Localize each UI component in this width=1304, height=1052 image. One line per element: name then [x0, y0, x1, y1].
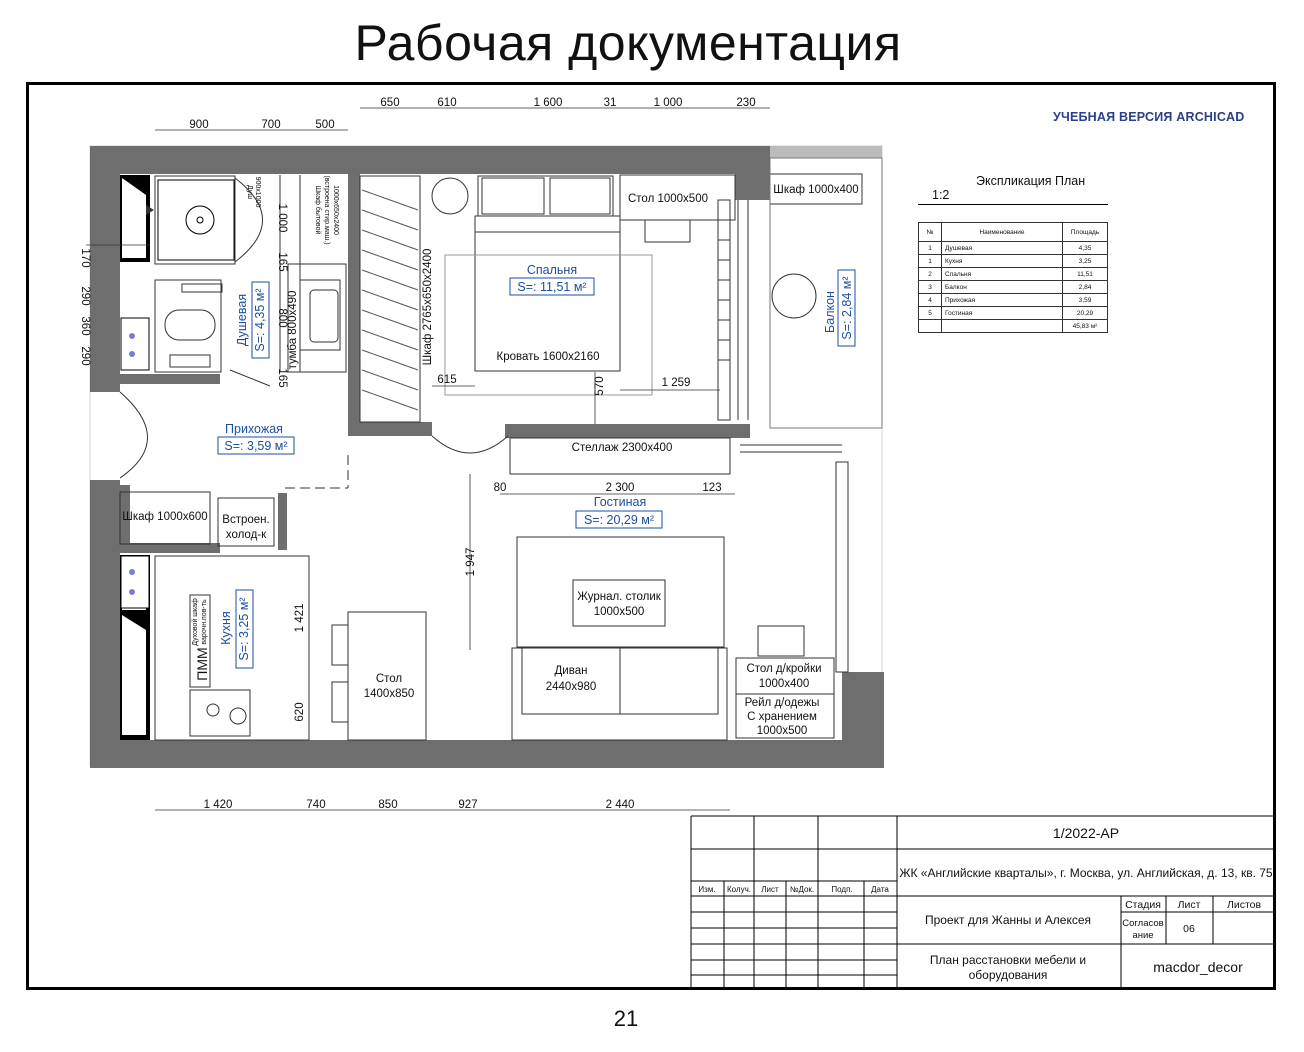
label-dishwasher: ПММ — [194, 647, 210, 681]
dim-bath-165a: 165 — [276, 252, 288, 272]
dim-top-left-2: 700 — [261, 119, 281, 131]
label-sofa-2: 2440х980 — [545, 681, 597, 693]
stamp-drawing-1: План расстановки мебели и — [929, 953, 1087, 967]
dim-left-360: 360 — [79, 316, 91, 336]
dim-shelf-123: 123 — [702, 482, 722, 494]
table-row — [919, 255, 1108, 268]
explication-title — [918, 174, 1108, 205]
dim-top-1: 650 — [380, 97, 400, 109]
explication-area: 2,84 — [1063, 281, 1108, 294]
label-coffee-2: 1000х500 — [593, 606, 645, 618]
stamp-col-doc: №Док. — [789, 885, 815, 894]
explication-name: Кухня — [942, 255, 1063, 268]
stamp-address: ЖК «Английские кварталы», г. Москва, ул. Английская, д. 13, кв. 75 — [899, 866, 1273, 880]
label-oven-1: Духовой шкаф — [192, 598, 199, 646]
label-rail-1: Рейл д/одежы — [744, 697, 820, 709]
room-living-name: Гостиная — [593, 495, 647, 509]
page-number: 21 — [613, 1006, 639, 1031]
explication-num: 4 — [919, 294, 942, 307]
explication-table — [918, 222, 1108, 333]
table-row — [919, 294, 1108, 307]
dim-bath-1000: 1 000 — [276, 203, 288, 233]
stamp-stage-label: Стадия — [1125, 899, 1161, 911]
label-coffee-1: Журнал. столик — [577, 591, 661, 603]
explication-num: 1 — [919, 255, 942, 268]
label-bed: Кровать 1600х2160 — [496, 351, 600, 363]
label-laundry-1: Шкаф бытовой — [314, 185, 321, 235]
dim-bottom-5: 2 440 — [605, 799, 635, 811]
explication-title-text: Экспликация План — [976, 174, 1086, 188]
explication-num: 3 — [919, 281, 942, 294]
dim-top-2: 610 — [437, 97, 457, 109]
explication-header-row — [919, 223, 1108, 242]
room-living-area: S=: 20,29 м² — [583, 513, 655, 527]
dim-bed-1259: 1 259 — [661, 377, 691, 389]
explication-area: 4,35 — [1063, 242, 1108, 255]
label-fridge-1: Встроен. — [222, 514, 270, 526]
dim-left-290a: 290 — [79, 286, 91, 306]
wardrobe-hatch — [360, 176, 420, 422]
dim-top-3: 1 600 — [533, 97, 563, 109]
stamp-col-sign: Подп. — [831, 885, 853, 894]
stamp-col-izm: Изм. — [698, 885, 716, 894]
dim-top-left-3: 500 — [315, 119, 335, 131]
stamp-project: Проект для Жанны и Алексея — [924, 913, 1092, 927]
explication-scale: 1:2 — [932, 188, 950, 202]
page-title: Рабочая документация — [354, 15, 902, 71]
dim-bed-615: 615 — [437, 374, 457, 386]
explication-num: 1 — [919, 242, 942, 255]
label-sofa-1: Диван — [554, 665, 588, 677]
explication-area: 20,29 — [1063, 307, 1108, 320]
stamp-stage-value-1: Согласов — [1122, 918, 1164, 929]
explication-header-area: Площадь — [1063, 223, 1108, 242]
label-oven-2: варочн.пов-ть — [201, 599, 208, 645]
explication-area: 3,25 — [1063, 255, 1108, 268]
label-table-1: Стол — [375, 673, 403, 685]
label-fridge-2: холод-к — [225, 529, 267, 541]
explication-header-num: № — [919, 223, 942, 242]
stamp-stage-value-2: ание — [1132, 930, 1154, 941]
explication-total: 45,83 м² — [1063, 320, 1108, 333]
dim-left-290b: 290 — [79, 346, 91, 366]
dim-top-6: 230 — [736, 97, 756, 109]
dim-bed-570: 570 — [594, 376, 606, 396]
dim-bath-165b: 165 — [276, 368, 288, 388]
stamp-col-koluch: Колуч. — [727, 885, 751, 894]
explication-name: Гостиная — [942, 307, 1063, 320]
dim-kitchen-1421: 1 421 — [294, 603, 306, 633]
table-row — [919, 320, 1108, 333]
dim-left-170: 170 — [79, 248, 91, 268]
dim-top-left-1: 900 — [189, 119, 209, 131]
explication-area: 11,51 — [1063, 268, 1108, 281]
label-rail-2: С хранением — [747, 711, 817, 723]
explication-header-name: Наименование — [942, 223, 1063, 242]
explication-area: 3,59 — [1063, 294, 1108, 307]
room-kitchen-name: Кухня — [219, 611, 233, 645]
explication-name: Балкон — [942, 281, 1063, 294]
dim-bottom-1: 1 420 — [203, 799, 233, 811]
label-cut-table-2: 1000х400 — [758, 678, 810, 690]
room-bedroom-name: Спальня — [526, 263, 578, 277]
label-shelving: Стеллаж 2300х400 — [571, 442, 673, 454]
label-cut-table-1: Стол д/кройки — [746, 663, 822, 675]
dim-top-5: 1 000 — [653, 97, 683, 109]
table-row — [919, 307, 1108, 320]
dim-shelf-2300: 2 300 — [605, 482, 635, 494]
stamp-drawing-2: оборудования — [968, 968, 1048, 982]
dim-bottom-3: 850 — [378, 799, 398, 811]
room-bath-name: Душевая — [235, 293, 249, 347]
dim-bath-800: 800 — [276, 308, 288, 328]
watermark: УЧЕБНАЯ ВЕРСИЯ ARCHICAD — [1053, 110, 1245, 124]
dim-kitchen-620: 620 — [294, 702, 306, 722]
label-desk-top: Стол 1000х500 — [627, 193, 709, 205]
label-rail-3: 1000х500 — [756, 725, 808, 737]
label-table-2: 1400х850 — [363, 688, 415, 700]
room-kitchen-area: S=: 3,25 м² — [237, 597, 251, 661]
room-balcony-name: Балкон — [823, 291, 837, 333]
table-row — [919, 268, 1108, 281]
explication-name: Спальня — [942, 268, 1063, 281]
dim-living-1947: 1 947 — [465, 547, 477, 577]
dim-top-4: 31 — [603, 97, 617, 109]
stamp-code: 1/2022-АР — [1052, 825, 1120, 841]
label-vanity: тумба 800х490 — [287, 290, 299, 370]
dim-bottom-4: 927 — [458, 799, 478, 811]
table-row — [919, 281, 1108, 294]
room-hall-name: Прихожая — [225, 422, 283, 436]
room-hall-area: S=: 3,59 м² — [224, 439, 288, 453]
label-shower-2: 900х1000 — [254, 176, 261, 208]
label-wardrobe-long: Шкаф 2765х650х2400 — [422, 248, 434, 366]
explication-num: 2 — [919, 268, 942, 281]
label-balcony-cabinet: Шкаф 1000х400 — [773, 184, 859, 196]
room-bedroom-area: S=: 11,51 м² — [517, 280, 587, 294]
label-shower-1: Душ — [246, 184, 253, 200]
label-laundry-2: (встроена стир.маш.) — [323, 175, 330, 245]
dim-shelf-80: 80 — [493, 482, 507, 494]
label-cabinet-hall: Шкаф 1000х600 — [122, 511, 208, 523]
room-bath-area: S=: 4,35 м² — [253, 288, 267, 352]
dim-bottom-2: 740 — [306, 799, 326, 811]
table-row — [919, 242, 1108, 255]
label-laundry-3: 1000х650х2400 — [332, 185, 339, 235]
explication-name: Душевая — [942, 242, 1063, 255]
stamp-sheet-value: 06 — [1183, 923, 1195, 935]
stamp-sheets-label: Листов — [1226, 899, 1262, 911]
explication-num: 5 — [919, 307, 942, 320]
stamp-col-date: Дата — [871, 885, 889, 894]
explication-name: Прихожая — [942, 294, 1063, 307]
stamp-col-list: Лист — [761, 885, 779, 894]
room-balcony-area: S=: 2,84 м² — [840, 276, 854, 340]
stamp-sheet-label: Лист — [1177, 899, 1201, 911]
stamp-author: macdor_decor — [1153, 959, 1243, 975]
